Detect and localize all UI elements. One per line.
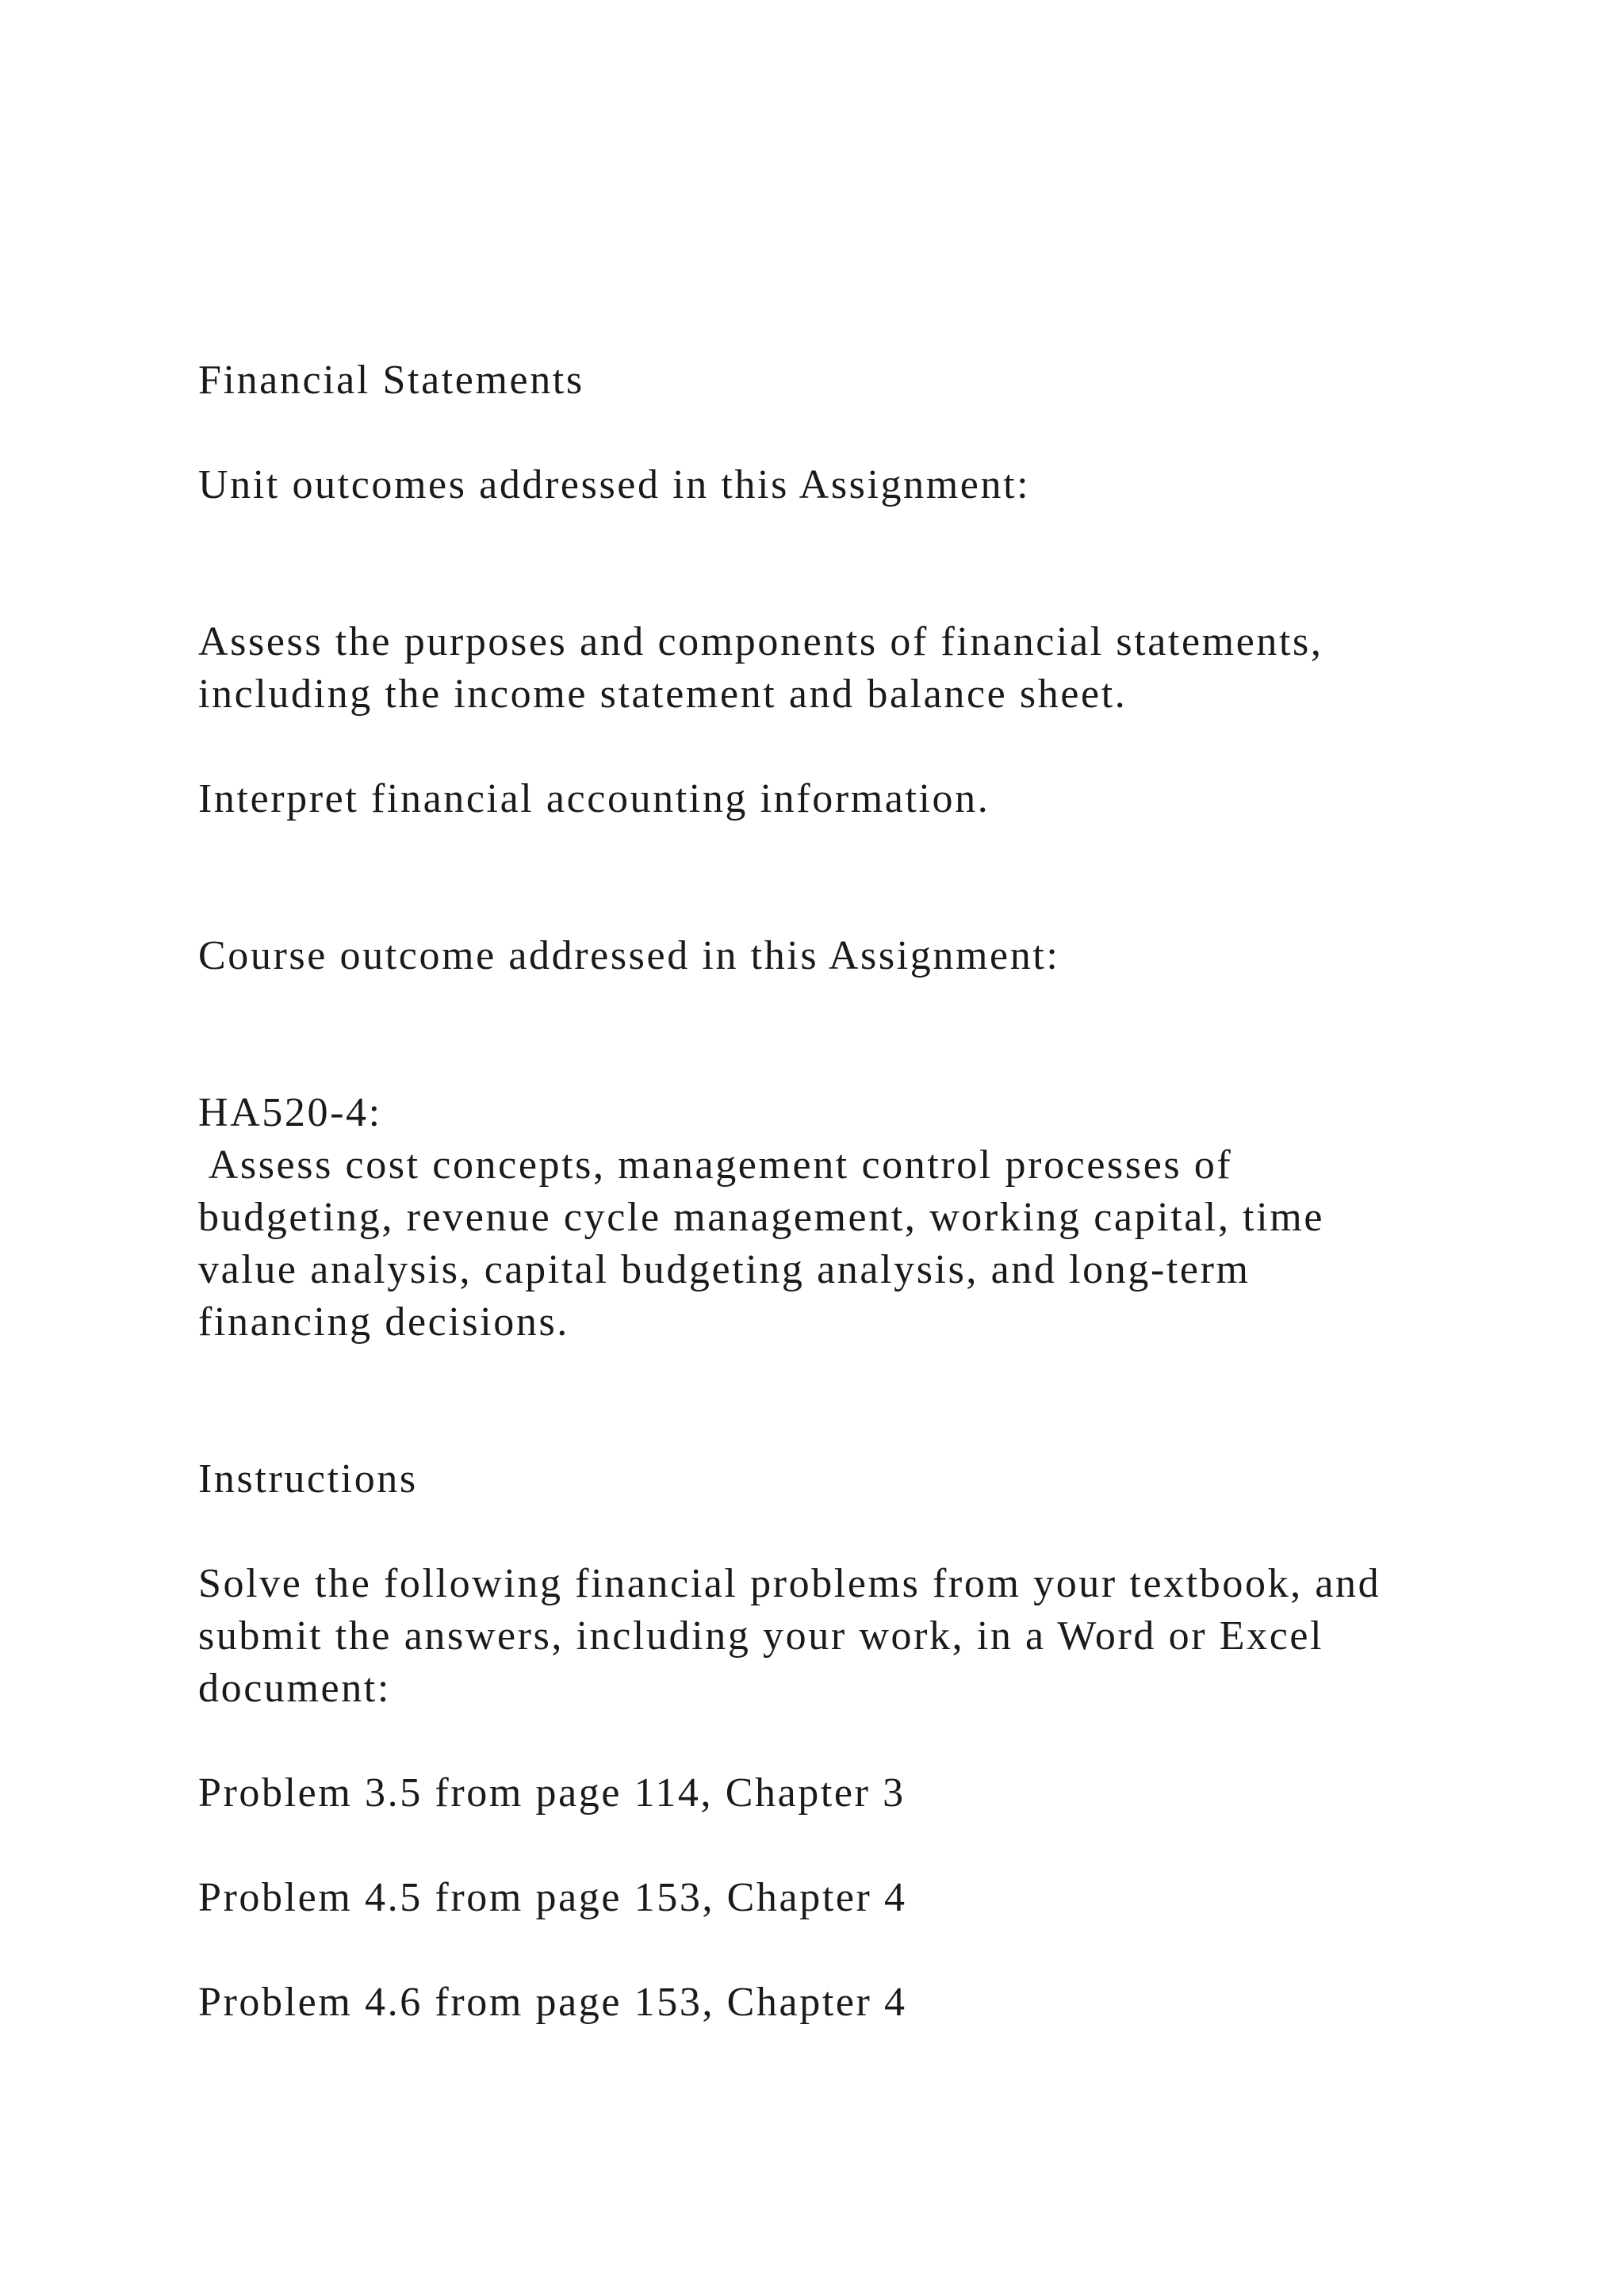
problem-item: Problem 4.5 from page 153, Chapter 4 (198, 1875, 907, 1920)
course-outcome-line-4: financing decisions. (198, 1299, 569, 1345)
course-outcome-line-1: Assess cost concepts, management control processes of (198, 1142, 1233, 1188)
unit-outcome-1-line-2: including the income statement and balance sheet. (198, 672, 1128, 717)
instructions-line-3: document: (198, 1666, 391, 1711)
instructions-line-1: Solve the following financial problems from your textbook, and (198, 1561, 1381, 1606)
course-outcome-line-2: budgeting, revenue cycle management, working capital, time (198, 1195, 1325, 1240)
document-title: Financial Statements (198, 358, 584, 403)
instructions-line-2: submit the answers, including your work, in a Word or Excel (198, 1613, 1324, 1659)
course-code: HA520-4: (198, 1090, 382, 1135)
unit-outcome-1-line-1: Assess the purposes and components of financial statements, (198, 619, 1323, 664)
unit-outcome-2: Interpret financial accounting information. (198, 776, 990, 821)
course-outcome-line-3: value analysis, capital budgeting analysis, and long-term (198, 1247, 1251, 1292)
course-outcome-heading: Course outcome addressed in this Assignment: (198, 933, 1060, 978)
problem-item: Problem 4.6 from page 153, Chapter 4 (198, 1980, 907, 2025)
problem-item: Problem 3.5 from page 114, Chapter 3 (198, 1770, 906, 1816)
instructions-heading: Instructions (198, 1456, 418, 1502)
unit-outcomes-heading: Unit outcomes addressed in this Assignment: (198, 462, 1031, 507)
